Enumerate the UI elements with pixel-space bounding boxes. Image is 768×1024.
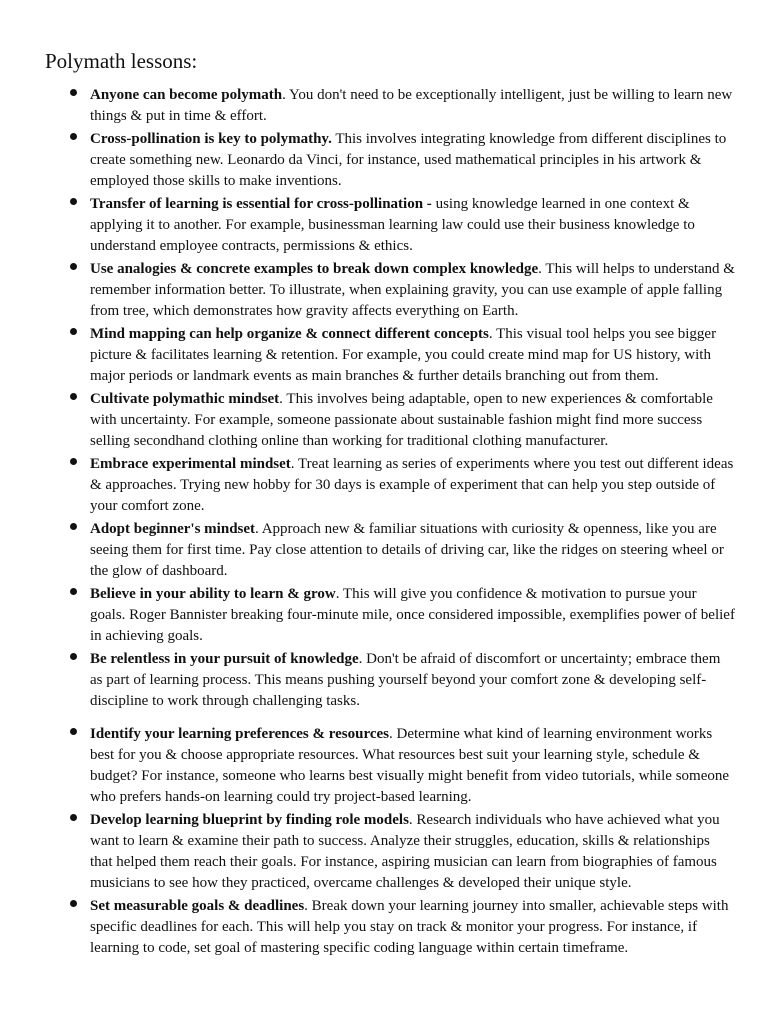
lesson-lead: Cross-pollination is key to polymathy.	[90, 131, 332, 147]
list-item	[90, 389, 735, 452]
lesson-text: This involves integrating knowledge from different disciplines to create something new. Leonardo da Vinci, for instance, used mathematical principles in his artwork & employed those skills to make inventions.	[90, 131, 727, 189]
list-item	[90, 194, 735, 257]
bullet-icon	[70, 458, 77, 465]
list-item	[90, 129, 735, 192]
lesson-lead: Mind mapping can help organize & connect different concepts	[90, 326, 489, 342]
lesson-text: . This will give you confidence & motivation to pursue your goals. Roger Bannister breaking four-minute mile, once considered impossible, exemplifies power of belief in achieving goals.	[90, 586, 735, 644]
bullet-icon	[70, 263, 77, 270]
lesson-text: . This involves being adaptable, open to new experiences & comfortable with uncertainty. For example, someone passionate about sustainable fashion might find more success selling secondhand clothing online than working for traditional clothing manufacturer.	[90, 391, 713, 449]
list-item	[90, 259, 735, 322]
page-title: Polymath lessons:	[45, 49, 198, 73]
list-item	[90, 85, 735, 127]
bullet-icon	[70, 900, 77, 907]
lesson-text: . Approach new & familiar situations with curiosity & openness, like you are seeing them for first time. Pay close attention to details of driving car, like the ridges on steering wheel or the glow of dashboard.	[90, 521, 724, 579]
bullet-icon	[70, 393, 77, 400]
lesson-lead: Cultivate polymathic mindset	[90, 391, 280, 407]
list-item	[90, 810, 735, 894]
lesson-lead: Adopt beginner's mindset	[90, 521, 256, 537]
lesson-lead: Set measurable goals & deadlines	[90, 898, 305, 914]
lesson-text: . This will helps to understand & remember information better. To illustrate, when explaining gravity, you can use example of apple falling from tree, which demonstrates how gravity affects everything on Earth.	[90, 261, 735, 319]
bullet-icon	[70, 198, 77, 205]
list-item	[90, 896, 735, 959]
lesson-text: . Treat learning as series of experiments where you test out different ideas & approaches. Trying new hobby for 30 days is example of experiment that can help you step outside of your comfort zone.	[90, 456, 734, 514]
bullet-icon	[70, 133, 77, 140]
lesson-text: . Determine what kind of learning environment works best for you & choose appropriate resources. What resources best suit your learning style, schedule & budget? For instance, someone who learns best visually might benefit from video tutorials, while someone who prefers hands-on learning could try project-based learning.	[90, 726, 730, 805]
lesson-lead: Embrace experimental mindset	[90, 456, 291, 472]
bullet-icon	[70, 523, 77, 530]
lesson-lead: Identify your learning preferences & resources	[90, 726, 389, 742]
list-item	[90, 649, 735, 712]
bullet-icon	[70, 89, 77, 96]
lesson-lead: Use analogies & concrete examples to break down complex knowledge	[90, 261, 539, 277]
lesson-lead: Anyone can become polymath	[90, 87, 283, 103]
lesson-text: . Break down your learning journey into smaller, achievable steps with specific deadlines for each. This will help you stay on track & monitor your progress. For instance, if learning to code, set goal of mastering specific coding language within certain timeframe.	[90, 898, 729, 956]
lesson-lead: Transfer of learning is essential for cross-pollination -	[90, 196, 432, 212]
list-item	[90, 324, 735, 387]
list-item	[90, 454, 735, 517]
lesson-lead: Be relentless in your pursuit of knowledge	[90, 651, 359, 667]
lesson-lead: Believe in your ability to learn & grow	[90, 586, 336, 602]
lesson-lead: Develop learning blueprint by finding role models	[90, 812, 409, 828]
lesson-text: . You don't need to be exceptionally intelligent, just be willing to learn new things & put in time & effort.	[90, 87, 733, 124]
list-item	[90, 519, 735, 582]
bullet-icon	[70, 328, 77, 335]
lessons-list	[90, 85, 735, 961]
bullet-icon	[70, 814, 77, 821]
list-item	[90, 724, 735, 808]
bullet-icon	[70, 728, 77, 735]
lesson-text: . This visual tool helps you see bigger picture & facilitates learning & retention. For example, you could create mind map for US history, with major periods or landmark events as main branches & further details branching out from them.	[90, 326, 717, 384]
list-item	[90, 584, 735, 647]
lesson-text: . Research individuals who have achieved what you want to learn & examine their path to success. Analyze their struggles, education, skills & relationships that helped them reach their goals. For instance, aspiring musician can learn from biographies of famous musicians to see how they practiced, overcame challenges & developed their unique style.	[90, 812, 720, 891]
bullet-icon	[70, 653, 77, 660]
lesson-text: using knowledge learned in one context & applying it to another. For example, businessman learning law could use their business knowledge to understand employee contracts, permissions & ethics.	[90, 196, 695, 254]
lesson-text: . Don't be afraid of discomfort or uncertainty; embrace them as part of learning process. This means pushing yourself beyond your comfort zone & developing self-discipline to work through challenging tasks.	[90, 651, 721, 709]
bullet-icon	[70, 588, 77, 595]
